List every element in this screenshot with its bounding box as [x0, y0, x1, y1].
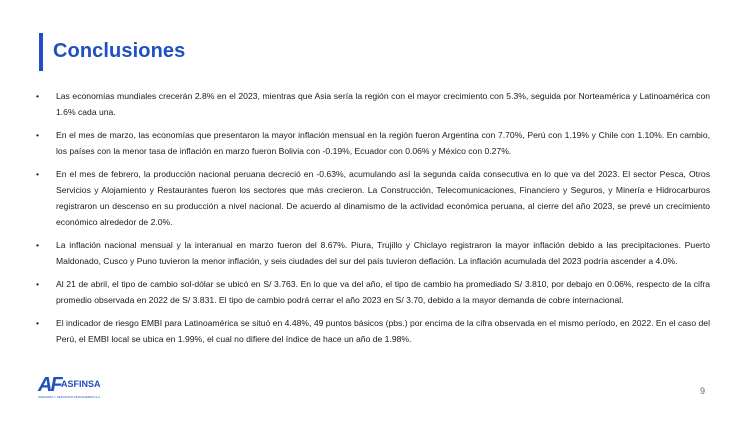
slide-title: Conclusiones — [53, 40, 186, 62]
list-item — [34, 127, 710, 159]
list-item — [34, 237, 710, 269]
bullet-icon: • — [36, 91, 40, 101]
bullet-icon: • — [36, 169, 40, 179]
bullet-icon: • — [36, 130, 40, 140]
list-item — [34, 166, 710, 230]
logo-mark: AF — [38, 374, 61, 396]
bullet-icon: • — [36, 240, 40, 250]
list-item — [34, 276, 710, 308]
bullet-text: La inflación nacional mensual y la interanual en marzo fueron del 8.67%. Piura, Trujillo y Chiclayo registraron la mayor inflación debido a las precipitaciones. Puerto Maldonado, Cusco y Puno tuvieron la menor inflación, y seis ciudades del sur del país tuvieron deflación. La inflación acumulada del 2023 podría ascender a 4.0%. — [56, 240, 710, 266]
bullet-icon: • — [36, 279, 40, 289]
bullet-text: En el mes de marzo, las economías que presentaron la mayor inflación mensual en la región fueron Argentina con 7.70%, Perú con 1.19% y Chile con 1.10%. En cambio, los países con la menor tasa de inflación en marzo fueron Bolivia con -0.19%, Ecuador con 0.06% y México con 0.27%. — [56, 130, 710, 156]
bullet-icon: • — [36, 318, 40, 328]
bullet-text: En el mes de febrero, la producción nacional peruana decreció en -0.63%, acumulando así la segunda caída consecutiva en lo que va del 2023. El sector Pesca, Otros Servicios y Alojamiento y Restaurantes fueron los sectores que más crecieron. La Construcción, Telecomunicaciones, Financiero y Seguros, y Minería e Hidrocarburos registraron un descenso en su producción a nivel nacional. De acuerdo al dinamismo de la actividad económica peruana, al cierre del año 2023, se prevé un crecimiento económico alrededor de 2.0%. — [56, 169, 710, 227]
page-number: 9 — [700, 386, 706, 396]
bullet-text: El indicador de riesgo EMBI para Latinoamérica se situó en 4.48%, 49 puntos básicos (pbs.) por encima de la cifra observada en el mismo período, en 2022. En el caso del Perú, el EMBI local se ubica en 1.99%, el cual no difiere del índice de hace un año de 1.98%. — [56, 318, 710, 344]
conclusions-list — [34, 88, 710, 354]
asfinsa-logo — [38, 375, 128, 403]
list-item — [34, 315, 710, 347]
bullet-text: Las economías mundiales crecerán 2.8% en el 2023, mientras que Asia sería la región con el mayor crecimiento con 5.3%, seguida por Norteamérica y Latinoamérica con 1.6% cada una. — [56, 91, 710, 117]
logo-subtitle: ASESORIA Y SERVICIOS FINANCIEROS S.A. — [38, 395, 101, 399]
bullet-text: Al 21 de abril, el tipo de cambio sol-dólar se ubicó en S/ 3.763. En lo que va del año, el tipo de cambio ha promediado S/ 3.810, por debajo en 0.06%, respecto de la cifra promedio observada en 2022 de S/ 3.831. El tipo de cambio podrá cerrar el año 2023 en S/ 3.70, debido a la mayor demanda de cobre internacional. — [56, 279, 710, 305]
logo-name: ASFINSA — [61, 379, 101, 389]
list-item — [34, 88, 710, 120]
title-accent-bar — [39, 33, 43, 71]
